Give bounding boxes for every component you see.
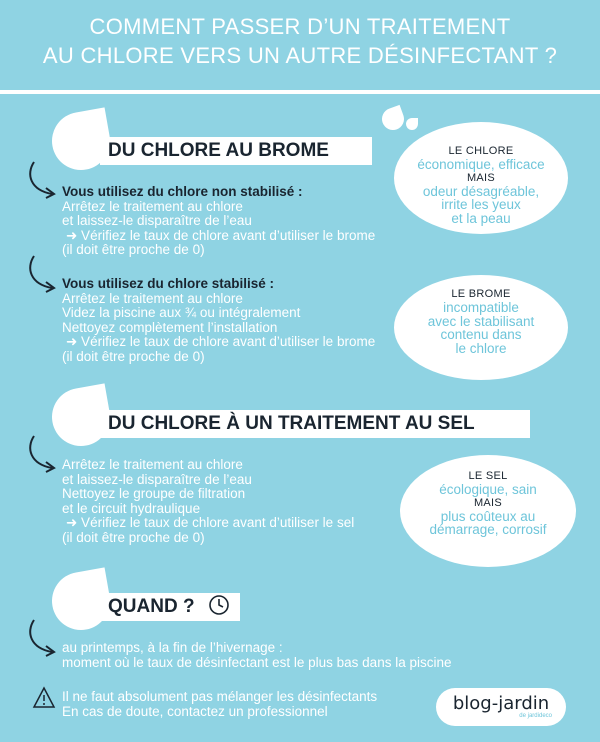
bubble-chlore [394, 122, 568, 234]
curved-arrow-icon [24, 618, 58, 658]
quand-line: au printemps, à la fin de l’hivernage : [62, 640, 283, 655]
item-nonstab-lead: Vous utilisez du chlore non stabilisé : [62, 184, 303, 199]
bubble-brome-line: incompatible [443, 300, 519, 315]
bubble-sel-con: plus coûteux au [440, 508, 536, 524]
bubble-chlore-head: LE CHLORE [448, 145, 514, 157]
section-heading-brome: DU CHLORE AU BROME [100, 137, 372, 165]
item-stab-line: (il doit être proche de 0) [62, 348, 205, 364]
item-nonstab-line: et laissez-le disparaître de l’eau [62, 213, 252, 228]
sel-line: (il doit être proche de 0) [62, 529, 205, 545]
quand-label: QUAND ? [108, 596, 195, 617]
bubble-sel-pro: écologique, sain [439, 482, 537, 497]
bubble-sel-sep: MAIS [473, 496, 503, 509]
sel-line: Arrêtez le traitement au chlore [62, 457, 243, 472]
quand-line: moment où le taux de désinfectant est le plus bas dans la piscine [62, 654, 452, 670]
section-sel-steps [62, 458, 422, 545]
title-divider [0, 90, 600, 94]
section-quand-text [62, 641, 582, 670]
title-line-2: AU CHLORE VERS UN AUTRE DÉSINFECTANT ? [42, 43, 558, 68]
bubble-chlore-pro: économique, efficace [417, 157, 545, 172]
bubble-chlore-con: et la peau [451, 210, 511, 226]
bubble-sel [400, 455, 576, 567]
clock-icon [208, 594, 230, 616]
logo-sub: de jardideco [519, 713, 552, 719]
bubble-sel-con: démarrage, corrosif [429, 522, 547, 537]
bubble-chlore-sep: MAIS [466, 171, 496, 184]
logo-main: blog-jardin [452, 693, 550, 714]
sel-line: Nettoyez le groupe de filtration [62, 486, 246, 501]
title-line-1: COMMENT PASSER D’UN TRAITEMENT [89, 14, 511, 39]
sel-line: et le circuit hydraulique [62, 500, 201, 516]
bubble-brome [394, 275, 568, 380]
item-stab-line: ➜ Vérifiez le taux de chlore avant d’utiliser le brome [66, 334, 376, 349]
bubble-chlore-con: odeur désagréable, [422, 183, 540, 199]
section-heading-sel: DU CHLORE À UN TRAITEMENT AU SEL [100, 410, 530, 438]
blog-jardin-logo [436, 688, 566, 726]
bubble-brome-line: le chlore [455, 340, 507, 356]
item-nonstab-line: ➜ Vérifiez le taux de chlore avant d’utiliser le brome [66, 227, 376, 243]
item-nonstab-line: Arrêtez le traitement au chlore [62, 198, 243, 214]
item-stab-line: Arrêtez le traitement au chlore [62, 290, 243, 306]
item-nonstab-line: (il doit être proche de 0) [62, 242, 205, 257]
item-stab-lead: Vous utilisez du chlore stabilisé : [62, 276, 275, 291]
curved-arrow-icon [24, 160, 58, 200]
bubble-sel-head: LE SEL [468, 470, 508, 482]
item-stab-line: Videz la piscine aux ¾ ou intégralement [62, 305, 301, 320]
bubble-chlore-con: irrite les yeux [441, 197, 521, 212]
item-stab-line: Nettoyez complètement l’installation [62, 319, 278, 335]
page-title [0, 12, 600, 70]
bubble-brome-line: contenu dans [440, 327, 522, 342]
sel-line: ➜ Vérifiez le taux de chlore avant d’utiliser le sel [66, 515, 355, 530]
warning-icon [32, 686, 56, 710]
warning-text [62, 690, 402, 719]
warning-line: En cas de doute, contactez un professionnel [62, 703, 328, 719]
sel-line: et laissez-le disparaître de l’eau [62, 471, 252, 487]
curved-arrow-icon [24, 434, 58, 474]
warning-line: Il ne faut absolument pas mélanger les désinfectants [62, 689, 378, 704]
bubble-brome-head: LE BROME [451, 288, 511, 300]
bubble-brome-line: avec le stabilisant [427, 313, 535, 329]
curved-arrow-icon [24, 254, 58, 294]
item-nonstab [62, 185, 422, 258]
item-stab [62, 277, 422, 364]
